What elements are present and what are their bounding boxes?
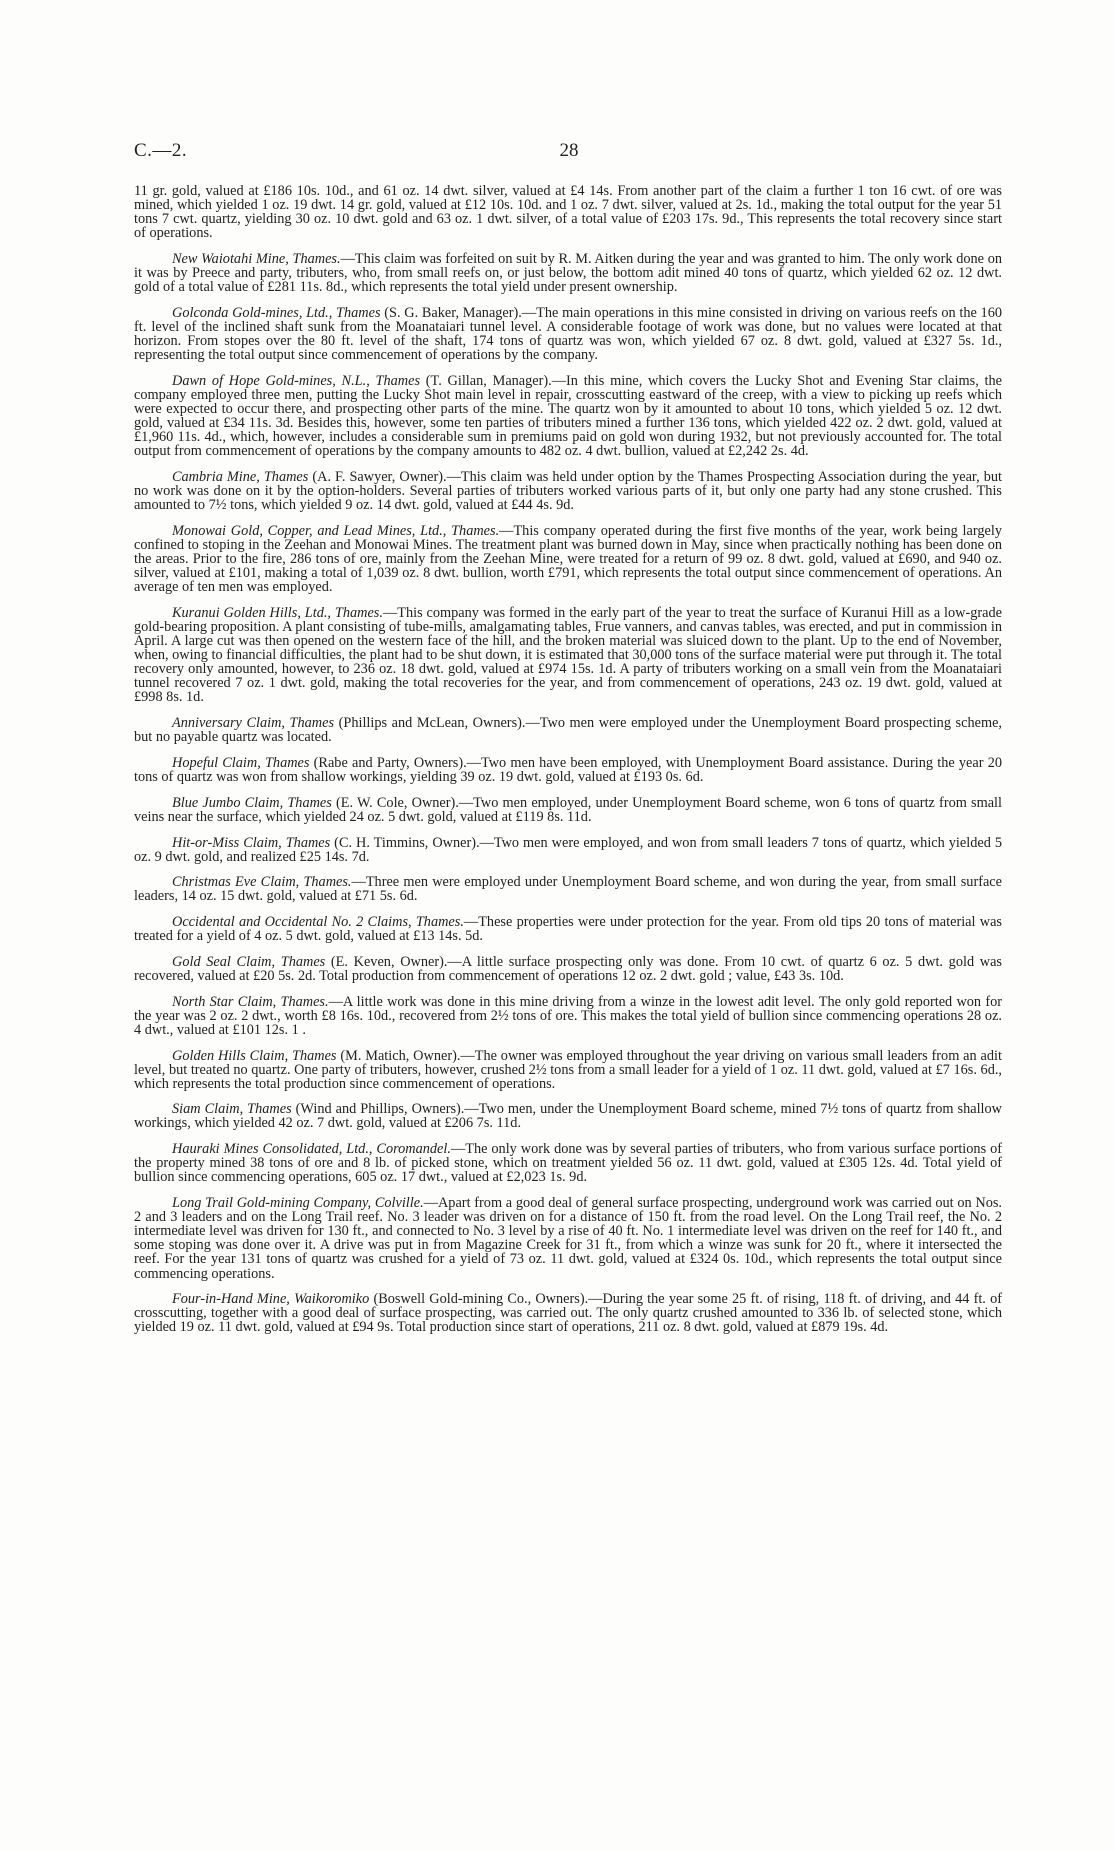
- paragraph-text: —A little work was done in this mine driving from a winze in the lowest adit level. The only gold reported won for the year was 2 oz. 2 dwt., worth £8 16s. 10d., recovered from 2½ tons of ore. This makes the total yield of bullion since commencing operations 28 oz. 4 dwt., valued at £101 12s. 1 .: [134, 993, 1003, 1038]
- paragraph-text: —This company was formed in the early part of the year to treat the surface of Kuranui Hill as a low-grade gold-bearing proposition. A plant consisting of tube-mills, amalgamating tables, Frue vanners, and canvas tables, was erected, and put in commission in April. A large cut was then opened on the western face of the hill, and the broken material was sluiced down to the plant. Up to the end of November, when, owing to financial difficulties, the plant had to be shut down, it is estimated that 30,000 tons of the surface material were put through it. The total recovery only amounted, however, to 236 oz. 18 dwt. gold, valued at £974 15s. 1d. A party of tributers working on a small vein from the Moanataiari tunnel recovered 7 oz. 1 dwt. gold, making the total recoveries for the year, and from commencement of operations, 243 oz. 19 dwt. gold, valued at £998 8s. 1d.: [134, 604, 1002, 706]
- mine-title: Occidental and Occidental No. 2 Claims, Thames.: [172, 914, 464, 931]
- paragraph-text: —This company operated during the first five months of the year, work being largely confined to stoping in the Zeehan and Monowai Mines. The treatment plant was burned down in May, since when practically nothing has been done on the areas. Prior to the fire, 286 tons of ore, mainly from the Zeehan Mine, were treated for a return of 99 oz. 8 dwt. gold, valued at £690, and 940 oz. silver, valued at £101, making a total of 1,039 oz. 8 dwt. bullion, worth £791, which represents the total output since commencement of operations. An average of ten men was employed.: [134, 522, 1002, 596]
- paragraph: [134, 875, 1002, 903]
- mine-title: Anniversary Claim, Thames: [172, 715, 335, 732]
- paragraph: [134, 796, 1002, 824]
- paragraph-text: (E. Keven, Owner).—A little surface prospecting only was done. From 10 cwt. of quartz 6 oz. 5 dwt. gold was recovered, valued at £20 5s. 2d. Total production from commencement of operations 12 oz. 2 dwt. gold ; value, £43 3s. 10d.: [134, 953, 1002, 984]
- mine-title: Kuranui Golden Hills, Ltd., Thames.: [172, 604, 383, 621]
- paragraph-text: (M. Matich, Owner).—The owner was employed throughout the year driving on various small leaders from an adit level, but treated no quartz. One party of tributers, however, crushed 2½ tons from a small leader for a yield of 1 oz. 11 dwt. gold, valued at £7 16s. 6d., which represents the total production since commencement of operations.: [134, 1047, 1002, 1092]
- paragraph-text: (Boswell Gold-mining Co., Owners).—During the year some 25 ft. of rising, 118 ft. of driving, and 44 ft. of crosscutting, together with a good deal of surface prospecting, was carried out. The only quartz crushed amounted to 336 lb. of selected stone, which yielded 19 oz. 11 dwt. gold, valued at £94 9s. Total production since start of operations, 211 oz. 8 dwt. gold, valued at £879 19s. 4d.: [134, 1291, 1002, 1336]
- mine-title: Hit-or-Miss Claim, Thames: [172, 834, 331, 851]
- mine-title: Four-in-Hand Mine, Waikoromiko: [172, 1291, 370, 1308]
- paragraph: [134, 1049, 1002, 1091]
- mine-title: Long Trail Gold-mining Company, Colville.: [172, 1195, 424, 1212]
- paragraph-text: —Apart from a good deal of general surface prospecting, underground work was carried out on Nos. 2 and 3 leaders and on the Long Trail reef. No. 3 leader was driven on for a distance of 150 ft. from the road level. On the Long Trail reef, the No. 2 intermediate level was driven for 130 ft., and connected to No. 3 level by a rise of 40 ft. No. 1 intermediate level was driven on the reef for 140 ft., and some stoping was done over it. A drive was put in from Magazine Creek for 31 ft., from which a winze was sunk for 20 ft., where it intersected the reef. For the year 131 tons of quartz was crushed for a yield of 73 oz. 11 dwt. gold, valued at £324 0s. 10d., which represents the total output since commencing operations.: [134, 1195, 1002, 1282]
- paragraph: [134, 1292, 1002, 1334]
- mine-title: Siam Claim, Thames: [172, 1101, 292, 1118]
- paragraph-text: —The only work done was by several parties of tributers, who from various surface portions of the property mined 38 tons of ore and 8 lb. of picked stone, which on treatment yielded 56 oz. 11 dwt. gold, valued at £305 12s. 4d. Total yield of bullion since commencing operations, 605 oz. 17 dwt., valued at £2,023 1s. 9d.: [134, 1141, 1002, 1186]
- report-body: [134, 184, 1002, 1346]
- paragraph-text: —These properties were under protection for the year. From old tips 20 tons of material was treated for a yield of 4 oz. 5 dwt. gold, valued at £13 14s. 5d.: [134, 914, 1002, 945]
- paragraph-text: (T. Gillan, Manager).—In this mine, which covers the Lucky Shot and Evening Star claims, the company employed three men, putting the Lucky Shot main level in repair, crosscutting eastward of the creep, with a view to picking up reefs which were expected to occur there, and prospecting other parts of the mine. The quartz won by it amounted to about 10 tons, which yielded 5 oz. 12 dwt. gold, valued at £34 11s. 3d. Besides this, however, some ten parties of tributers mined a further 136 tons, which yielded 422 oz. 2 dwt. gold, valued at £1,960 11s. 4d., which, however, includes a considerable sum in premiums paid on gold won during 1932, but not previously accounted for. The total output from commencement of operations by the company amounts to 482 oz. 4 dwt. bullion, valued at £2,242 2s. 4d.: [134, 372, 1002, 460]
- paragraph: [134, 306, 1002, 362]
- paragraph: [134, 470, 1002, 512]
- paragraph-text: (C. H. Timmins, Owner).—Two men were employed, and won from small leaders 7 tons of quartz, which yielded 5 oz. 9 dwt. gold, and realized £25 14s. 7d.: [134, 834, 1002, 865]
- paragraph: [134, 836, 1002, 864]
- paragraph-text: (A. F. Sawyer, Owner).—This claim was held under option by the Thames Prospecting Association during the year, but no work was done on it by the option-holders. Several parties of tributers worked various parts of it, but only one party had any stone crushed. This amounted to 7½ tons, which yielded 9 oz. 14 dwt. gold, valued at £44 4s. 9d.: [134, 468, 1002, 514]
- paragraph: [134, 995, 1002, 1037]
- paragraph-text: (Wind and Phillips, Owners).—Two men, under the Unemployment Board scheme, mined 7½ tons of quartz from shallow workings, which yielded 42 oz. 7 dwt. gold, valued at £206 7s. 11d.: [134, 1101, 1002, 1132]
- document-id: C.—2.: [134, 140, 188, 161]
- paragraph: [134, 756, 1002, 784]
- paragraph: [134, 1142, 1002, 1184]
- mine-title: Monowai Gold, Copper, and Lead Mines, Ltd., Thames.: [172, 522, 500, 539]
- mine-title: New Waiotahi Mine, Thames.: [172, 250, 341, 267]
- mine-title: Golden Hills Claim, Thames: [172, 1047, 337, 1064]
- paragraph: [134, 955, 1002, 983]
- paragraph-text: —This claim was forfeited on suit by R. M. Aitken during the year and was granted to him. The only work done on it was by Preece and party, tributers, who, from small reefs on, or just below, the bottom adit mined 40 tons of quartz, which yielded 62 oz. 12 dwt. gold of a total value of £281 11s. 8d., which represents the total yield under present ownership.: [134, 250, 1002, 296]
- mine-title: Hauraki Mines Consolidated, Ltd., Coromandel.: [172, 1141, 451, 1158]
- mine-title: Golconda Gold-mines, Ltd., Thames: [172, 304, 381, 321]
- paragraph: [134, 524, 1002, 594]
- paragraph-text: (Rabe and Party, Owners).—Two men have been employed, with Unemployment Board assistance. During the year 20 tons of quartz was won from shallow workings, yielding 39 oz. 19 dwt. gold, valued at £193 0s. 6d.: [134, 754, 1002, 786]
- mine-title: Blue Jumbo Claim, Thames: [172, 794, 332, 811]
- paragraph: [134, 1102, 1002, 1130]
- paragraph: [134, 1196, 1002, 1281]
- paragraph-text: (E. W. Cole, Owner).—Two men employed, under Unemployment Board scheme, won 6 tons of quartz from small veins near the surface, which yielded 24 oz. 5 dwt. gold, valued at £119 8s. 11d.: [134, 794, 1002, 825]
- mine-title: Dawn of Hope Gold-mines, N.L., Thames: [172, 372, 421, 389]
- page-number: 28: [559, 140, 579, 161]
- paragraph: [134, 252, 1002, 294]
- mine-title: Cambria Mine, Thames: [172, 468, 309, 485]
- paragraph-text: 11 gr. gold, valued at £186 10s. 10d., and 61 oz. 14 dwt. silver, valued at £4 14s. From another part of the claim a further 1 ton 16 cwt. of ore was mined, which yielded 1 oz. 19 dwt. 14 gr. gold, valued at £12 10s. 10d. and 1 oz. 7 dwt. silver, valued at 2s. 1d., making the total output for the year 51 tons 7 cwt. quartz, yielding 30 oz. 10 dwt. gold and 63 oz. 1 dwt. silver, of a total value of £203 17s. 9d., This represents the total recovery since start of operations.: [134, 183, 1002, 242]
- paragraph-text: (Phillips and McLean, Owners).—Two men were employed under the Unemployment Board prospecting scheme, but no payable quartz was located.: [134, 715, 1002, 746]
- page-header: [134, 140, 1004, 164]
- mine-title: North Star Claim, Thames.: [172, 993, 329, 1010]
- paragraph: [134, 915, 1002, 943]
- paragraph: [134, 184, 1002, 240]
- paragraph-text: (S. G. Baker, Manager).—The main operations in this mine consisted in driving on various reefs on the 160 ft. level of the inclined shaft sunk from the Moanataiari tunnel level. A considerable footage of work was done, but no values were located at that horizon. From stopes over the 80 ft. level of the shaft, 174 tons of quartz was won, which yielded 67 oz. 8 dwt. gold, valued at £327 5s. 1d., representing the total output since commencement of operations by the company.: [134, 304, 1002, 364]
- paragraph: [134, 374, 1002, 459]
- paragraph: [134, 716, 1002, 744]
- paragraph: [134, 606, 1002, 705]
- mine-title: Christmas Eve Claim, Thames.: [172, 874, 352, 891]
- mine-title: Hopeful Claim, Thames: [172, 754, 310, 771]
- mine-title: Gold Seal Claim, Thames: [172, 953, 326, 970]
- paragraph-text: —Three men were employed under Unemployment Board scheme, and won during the year, from small surface leaders, 14 oz. 15 dwt. gold, valued at £71 5s. 6d.: [134, 874, 1002, 905]
